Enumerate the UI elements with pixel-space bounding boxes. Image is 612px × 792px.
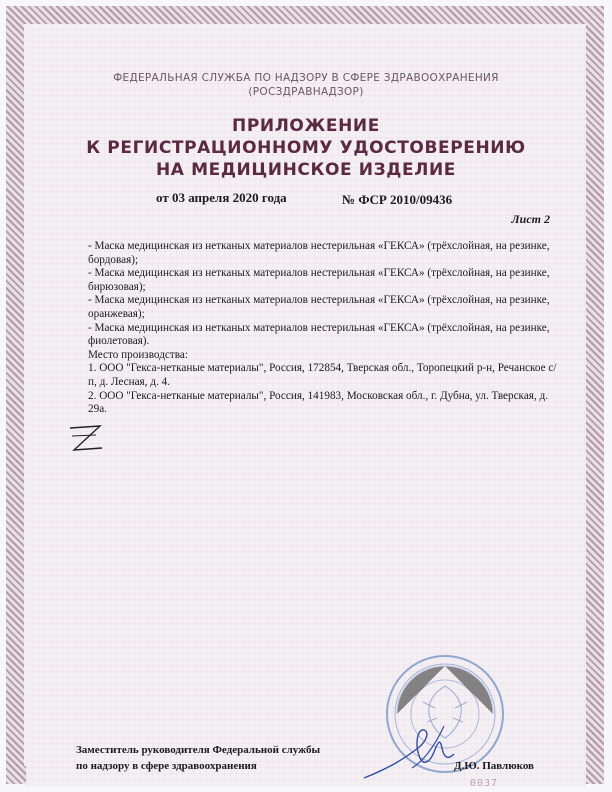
sheet-number: Лист 2 bbox=[511, 212, 550, 226]
z-closure-mark bbox=[66, 422, 106, 456]
issue-date: от 03 апреля 2020 года bbox=[156, 190, 287, 205]
agency-abbreviation: (РОСЗДРАВНАДЗОР) bbox=[248, 86, 364, 98]
document-title-line1: ПРИЛОЖЕНИЕ bbox=[232, 116, 380, 136]
document-body bbox=[88, 240, 558, 417]
document-title-line3: НА МЕДИЦИНСКОЕ ИЗДЕЛИЕ bbox=[155, 160, 456, 180]
agency-name: ФЕДЕРАЛЬНАЯ СЛУЖБА ПО НАДЗОРУ В СФЕРЕ ЗДРАВООХРАНЕНИЯ bbox=[113, 72, 499, 84]
handwritten-signature bbox=[360, 718, 470, 784]
signatory-position bbox=[76, 742, 320, 774]
registration-number: № ФСР 2010/09436 bbox=[342, 192, 453, 207]
product-item-2: - Маска медицинская из нетканых материалов нестерильная «ГЕКСА» (трёхслойная, на резинке, бирюзовая); bbox=[88, 267, 550, 293]
form-serial-number: 0037 bbox=[470, 778, 499, 789]
signatory-position-line1: Заместитель руководителя Федеральной службы bbox=[76, 744, 321, 756]
signatory-name: Д.Ю. Павлюков bbox=[454, 760, 534, 772]
production-site-2: 2. ООО "Гекса-нетканые материалы", Россия, 141983, Московская обл., г. Дубна, ул. Тверская, д. 29а. bbox=[88, 389, 549, 416]
document-title-line2: К РЕГИСТРАЦИОННОМУ УДОСТОВЕРЕНИЮ bbox=[86, 138, 526, 158]
production-site-1: 1. ООО "Гекса-нетканые материалы", Россия, 172854, Тверская обл., Торопецкий р-н, Речанское с/п, д. Лесная, д. 4. bbox=[88, 362, 557, 388]
production-label: Место производства: bbox=[88, 348, 188, 361]
product-item-3: - Маска медицинская из нетканых материалов нестерильная «ГЕКСА» (трёхслойная, на резинке, оранжевая); bbox=[88, 294, 550, 320]
signatory-position-line2: по надзору в сфере здравоохранения bbox=[76, 760, 257, 772]
product-item-1: - Маска медицинская из нетканых материалов нестерильная «ГЕКСА» (трёхслойная, на резинке, бордовая); bbox=[88, 240, 550, 266]
product-item-4: - Маска медицинская из нетканых материалов нестерильная «ГЕКСА» (трёхслойная, на резинке, фиолетовая). bbox=[88, 321, 550, 348]
